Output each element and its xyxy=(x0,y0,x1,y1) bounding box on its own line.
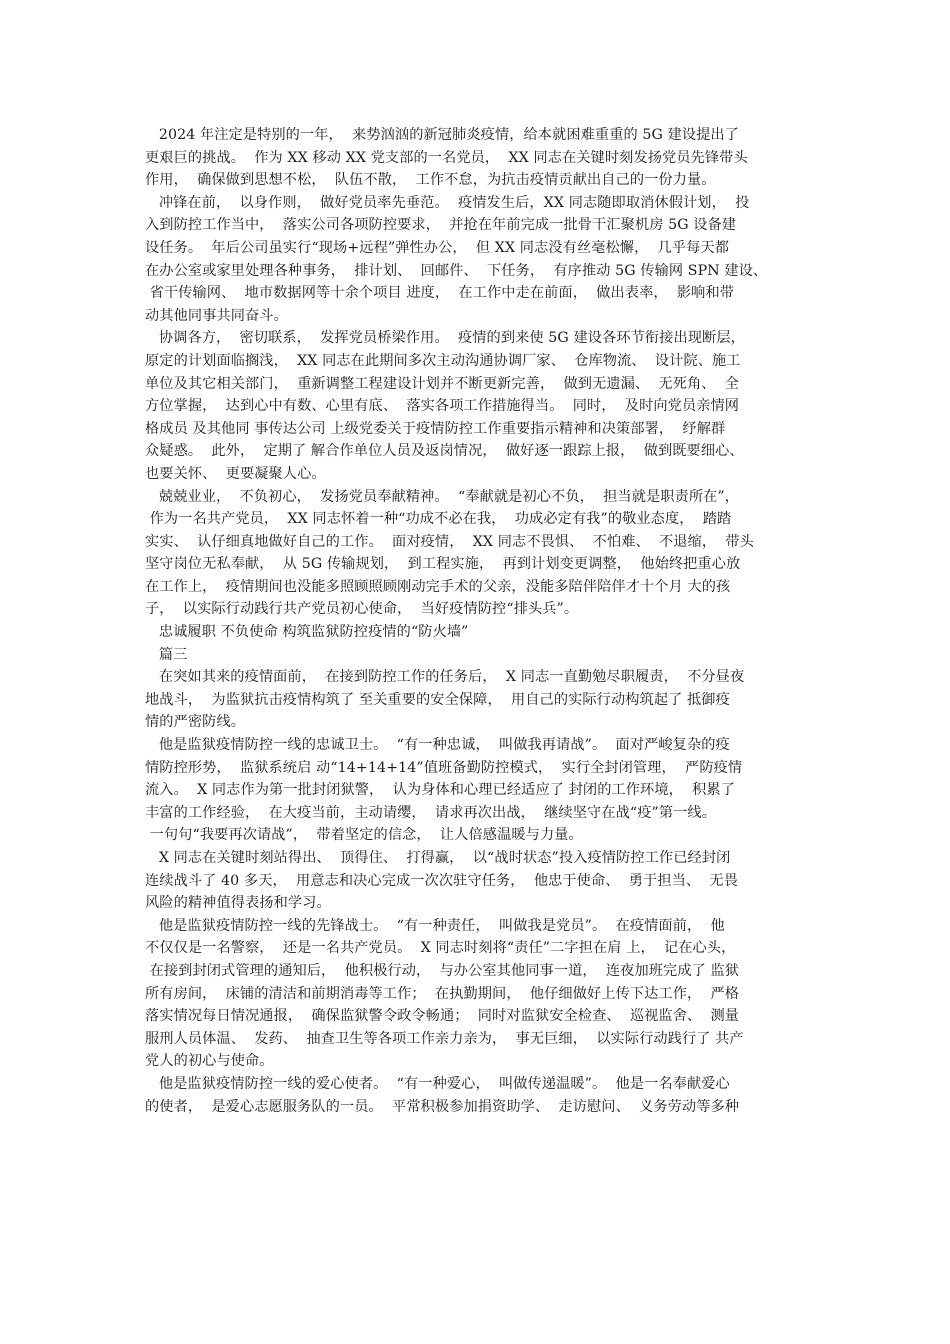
text-line: 2024 年注定是特别的一年， 来势汹汹的新冠肺炎疫情，给本就困难重重的 5G 建设提出了 xyxy=(145,127,740,143)
text-line: 协调各方， 密切联系， 发挥党员桥梁作用。 疫情的到来使 5G 建设各环节衔接出现断层， xyxy=(145,330,745,347)
text-line: 在接到封闭式管理的通知后， 他积极行动， 与办公室其他同事一道， 连夜加班完成了 监狱 xyxy=(145,962,740,979)
text-line: 坚守岗位无私奉献， 从 5G 传输规划， 到工程实施， 再到计划变更调整， 他始终把重心放 xyxy=(145,556,741,573)
text-line: 流入。 X 同志作为第一批封闭狱警， 认为身体和心理已经适应了 封闭的工作环境， 积累了 xyxy=(145,782,736,799)
text-line: 丰富的工作经验， 在大疫当前，主动请缨， 请求再次出战， 继续坚守在战“疫”第一线。 xyxy=(145,804,717,821)
text-line: 冲锋在前， 以身作则， 做好党员率先垂范。 疫情发生后，XX 同志随即取消休假计划， 投 xyxy=(145,194,750,211)
text-line: 地战斗， 为监狱抗击疫情构筑了 至关重要的安全保障， 用自己的实际行动构筑起了 抵御疫 xyxy=(145,691,730,708)
text-line: 落实情况每日情况通报， 确保监狱警令政令畅通； 同时对监狱安全检查、 巡视监舍、 测量 xyxy=(145,1008,740,1025)
text-line: 作为一名共产党员， XX 同志怀着一种“功成不必在我， 功成必定有我”的敬业态度， 踏踏 xyxy=(145,511,732,528)
text-line: 众疑惑。 此外， 定期了 解合作单位人员及返岗情况， 做好逐一跟踪上报， 做到既要细心、 xyxy=(145,443,744,460)
text-line: 他是监狱疫情防控一线的忠诚卫士。 “有一种忠诚， 叫做我再请战”。 面对严峻复杂的疫 xyxy=(145,737,730,754)
text-line: 原定的计划面临搁浅， XX 同志在此期间多次主动沟通协调厂家、 仓库物流、 设计院、施工 xyxy=(145,352,741,369)
text-line: 的使者， 是爱心志愿服务队的一员。 平常积极参加捐资助学、 走访慰问、 义务劳动等多种 xyxy=(145,1098,740,1115)
text-line: 实实、 认仔细真地做好自己的工作。 面对疫情， XX 同志不畏惧、 不怕难、 不退缩， 带头 xyxy=(145,533,754,550)
document-page xyxy=(145,124,817,1118)
text-line: 也要关怀、 更要凝聚人心。 xyxy=(145,465,326,482)
text-line: 一句句“我要再次请战”， 带着坚定的信念， 让人倍感温暖与力量。 xyxy=(145,827,583,844)
text-line: 单位及其它相关部门， 重新调整工程建设计划并不断更新完善， 做到无遗漏、 无死角、 全 xyxy=(145,375,740,392)
text-line: 作用， 确保做到思想不松， 队伍不散， 工作不怠，为抗击疫情贡献出自己的一份力量。 xyxy=(145,172,716,189)
text-line: 在工作上， 疫情期间也没能多照顾照顾刚动完手术的父亲，没能多陪伴陪伴才十个月 大的孩 xyxy=(145,578,731,595)
text-line: X 同志在关键时刻站得出、 顶得住、 打得赢， 以“战时状态”投入疫情防控工作已经封闭 xyxy=(145,850,731,866)
text-line: 他是监狱疫情防控一线的先锋战士。 “有一种责任， 叫做我是党员”。 在疫情面前， 他 xyxy=(145,917,725,934)
text-line: 入到防控工作当中， 落实公司各项防控要求， 并抢在年前完成一批骨干汇聚机房 5G 设备建 xyxy=(145,217,737,234)
text-line: 篇三 xyxy=(145,646,188,663)
text-line: 子， 以实际行动践行共产党员初心使命， 当好疫情防控“排头兵”。 xyxy=(145,601,579,618)
text-line: 所有房间， 床铺的清洁和前期消毒等工作； 在执勤期间， 他仔细做好上传下达工作， 严格 xyxy=(145,985,740,1002)
text-line: 服刑人员体温、 发药、 抽查卫生等各项工作亲力亲为， 事无巨细， 以实际行动践行了 共产 xyxy=(145,1030,744,1047)
text-line: 动其他同事共同奋斗。 xyxy=(145,307,288,324)
text-line: 在办公室或家里处理各种事务， 排计划、 回邮件、 下任务， 有序推动 5G 传输网 SPN 建设、 xyxy=(145,262,768,279)
text-line: 省干传输网、 地市数据网等十余个项目 进度， 在工作中走在前面， 做出表率， 影响和带 xyxy=(145,285,735,302)
text-line: 连续战斗了 40 多天， 用意志和决心完成一次次驻守任务， 他忠于使命、 勇于担当、 无畏 xyxy=(145,872,738,889)
text-line: 方位掌握， 达到心中有数、心里有底、 落实各项工作措施得当。 同时， 及时向党员亲情网 xyxy=(145,398,740,415)
text-line: 情的严密防线。 xyxy=(145,714,246,731)
text-line: 设任务。 年后公司虽实行“现场+远程”弹性办公， 但 XX 同志没有丝毫松懈， 几乎每天都 xyxy=(145,239,730,256)
text-line: 他是监狱疫情防控一线的爱心使者。 “有一种爱心， 叫做传递温暖”。 他是一名奉献爱心 xyxy=(145,1075,730,1092)
text-line: 格成员 及其他同 事传达公司 上级党委关于疫情防控工作重要指示精神和决策部署， 纾解群 xyxy=(145,420,726,437)
text-line: 情防控形势， 监狱系统启 动“14+14+14”值班备勤防控模式， 实行全封闭管理， 严防疫情 xyxy=(145,759,743,776)
text-line: 更艰巨的挑战。 作为 XX 移动 XX 党支部的一名党员， XX 同志在关键时刻发扬党员先锋带头 xyxy=(145,149,748,166)
text-line: 兢兢业业， 不负初心， 发扬党员奉献精神。 “奉献就是初心不负， 担当就是职责所在”， xyxy=(145,488,740,505)
text-line: 忠诚履职 不负使命 构筑监狱防控疫情的“防火墙” xyxy=(145,624,469,641)
text-line: 风险的精神值得表扬和学习。 xyxy=(145,895,331,912)
text-line: 在突如其来的疫情面前， 在接到防控工作的任务后， X 同志一直勤勉尽职履责， 不分昼夜 xyxy=(145,669,745,686)
text-line: 不仅仅是一名警察， 还是一名共产党员。 X 同志时刻将“责任”二字担在肩 上， 记在心头， xyxy=(145,940,736,957)
text-line: 党人的初心与使命。 xyxy=(145,1053,274,1070)
